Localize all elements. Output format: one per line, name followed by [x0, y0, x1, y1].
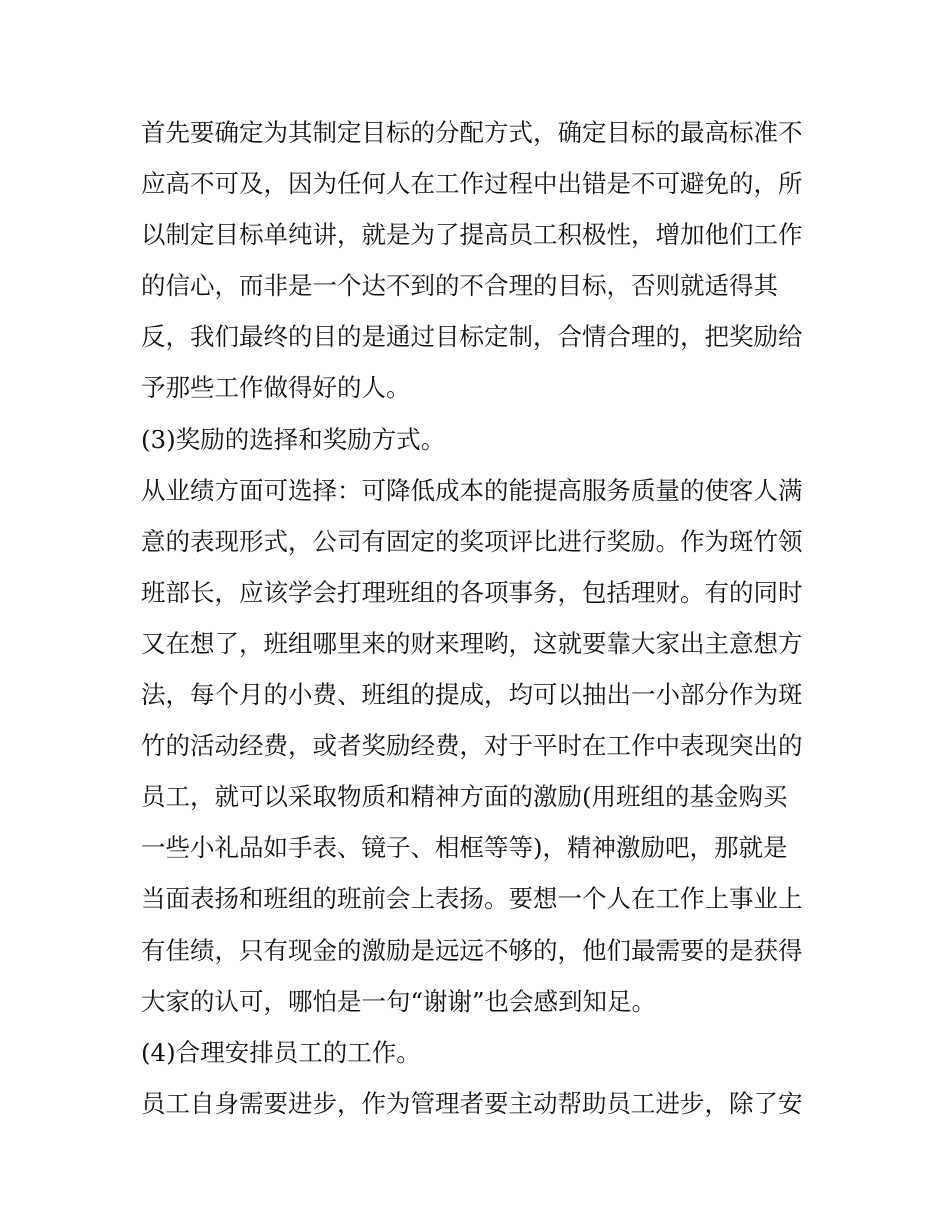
text-line: 的信心，而非是一个达不到的不合理的目标，否则就适得其: [141, 271, 778, 301]
text-line: 当面表扬和班组的班前会上表扬。要想一个人在工作上事业上: [141, 884, 803, 914]
text-line: 首先要确定为其制定目标的分配方式，确定目标的最高标准不: [141, 118, 803, 147]
text-line: 有佳绩，只有现金的激励是远远不够的，他们最需要的是获得: [141, 935, 803, 965]
text-line: 班部长，应该学会打理班组的各项事务，包括理财。有的同时: [141, 577, 803, 607]
text-line: 又在想了，班组哪里来的财来理哟，这就要靠大家出主意想方: [141, 628, 803, 658]
text-line: 反，我们最终的目的是通过目标定制，合情合理的，把奖励给: [141, 322, 803, 352]
text-line: 大家的认可，哪怕是一句“谢谢”也会感到知足。: [141, 986, 657, 1016]
section-heading: (3)奖励的选择和奖励方式。: [141, 424, 446, 454]
document-body: [141, 107, 821, 1129]
section-heading: (4)合理安排员工的工作。: [141, 1037, 421, 1067]
text-line: 从业绩方面可选择：可降低成本的能提高服务质量的使客人满: [141, 475, 803, 505]
text-line: 应高不可及，因为任何人在工作过程中出错是不可避免的，所: [141, 169, 803, 199]
text-line: 法，每个月的小费、班组的提成，均可以抽出一小部分作为斑: [141, 680, 803, 710]
text-line: 员工自身需要进步，作为管理者要主动帮助员工进步，除了安: [141, 1088, 803, 1118]
text-line: 以制定目标单纯讲，就是为了提高员工积极性，增加他们工作: [141, 220, 803, 250]
text-line: 意的表现形式，公司有固定的奖项评比进行奖励。作为斑竹领: [141, 526, 803, 556]
text-line: 一些小礼品如手表、镜子、相框等等)，精神激励吧，那就是: [141, 833, 788, 863]
text-line: 予那些工作做得好的人。: [141, 373, 411, 403]
text-line: 竹的活动经费，或者奖励经费，对于平时在工作中表现突出的: [141, 731, 803, 761]
text-line: 员工，就可以采取物质和精神方面的激励(用班组的基金购买: [141, 782, 788, 812]
